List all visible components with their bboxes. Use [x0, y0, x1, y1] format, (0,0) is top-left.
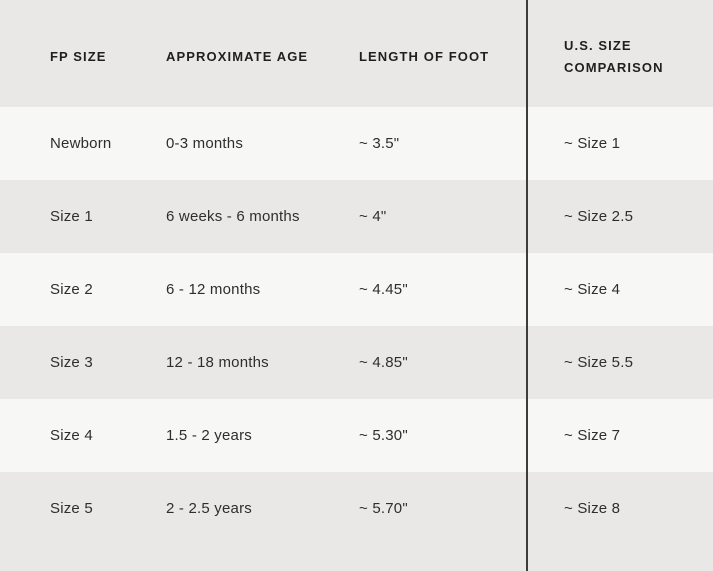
table-row-newborn [0, 107, 713, 180]
column-header-us-size-comparison: U.S. SIZE COMPARISON [564, 38, 664, 75]
cell-approximate-age: 12 - 18 months [166, 353, 269, 371]
cell-fp-size: Size 4 [50, 426, 93, 444]
cell-fp-size: Size 5 [50, 500, 93, 517]
cell-fp-size: Newborn [50, 134, 112, 152]
cell-us-size: ~ Size 8 [564, 500, 621, 517]
cell-length-of-foot: ~ 5.70" [359, 500, 408, 517]
table-row-size-1 [0, 180, 713, 253]
cell-length-of-foot: ~ 4.85" [359, 353, 408, 371]
column-header-length-of-foot: LENGTH OF FOOT [359, 49, 490, 64]
cell-us-size: ~ Size 1 [564, 134, 621, 152]
header-row [0, 0, 713, 107]
column-header-fp-size: FP SIZE [50, 49, 107, 64]
cell-length-of-foot: ~ 3.5" [359, 134, 400, 152]
cell-approximate-age: 0-3 months [166, 134, 244, 152]
cell-fp-size: Size 2 [50, 280, 93, 298]
table-row-size-3 [0, 326, 713, 399]
table-row-size-2 [0, 253, 713, 326]
cell-us-size: ~ Size 7 [564, 426, 621, 444]
cell-approximate-age: 6 weeks - 6 months [166, 207, 300, 225]
cell-length-of-foot: ~ 5.30" [359, 426, 408, 444]
cell-us-size: ~ Size 2.5 [564, 207, 634, 225]
column-divider-line [526, 0, 528, 571]
cell-approximate-age: 1.5 - 2 years [166, 426, 252, 444]
cell-fp-size: Size 1 [50, 207, 93, 225]
cell-length-of-foot: ~ 4" [359, 207, 387, 225]
table-row-size-5 [0, 472, 713, 571]
table-row-size-4 [0, 399, 713, 472]
cell-us-size: ~ Size 5.5 [564, 353, 634, 371]
cell-us-size: ~ Size 4 [564, 280, 621, 298]
cell-fp-size: Size 3 [50, 353, 93, 371]
column-header-approximate-age: APPROXIMATE AGE [166, 49, 309, 64]
cell-length-of-foot: ~ 4.45" [359, 280, 408, 298]
cell-approximate-age: 6 - 12 months [166, 280, 261, 298]
cell-approximate-age: 2 - 2.5 years [166, 500, 252, 517]
